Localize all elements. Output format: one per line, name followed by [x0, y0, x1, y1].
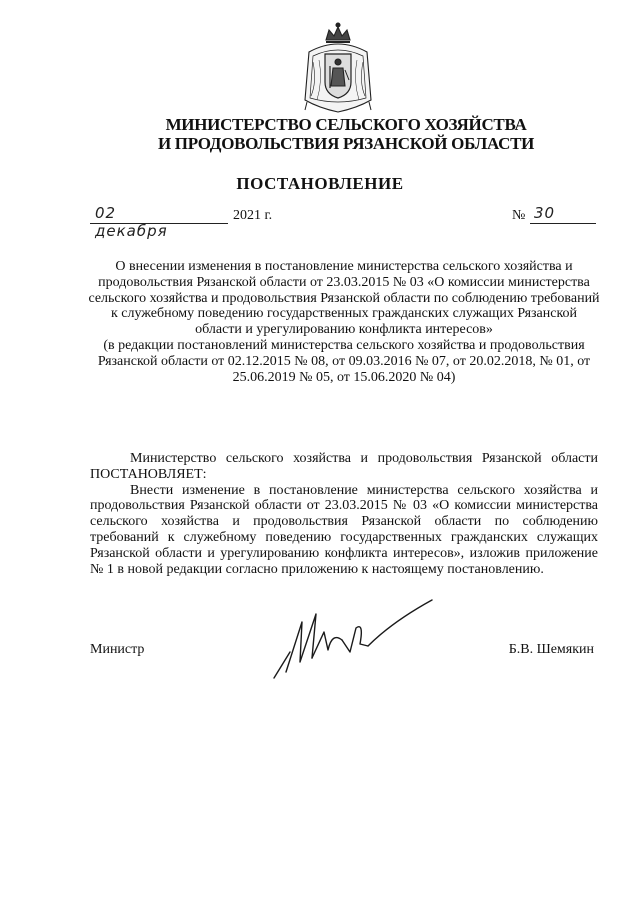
- ministry-name-line2: И ПРОДОВОЛЬСТВИЯ РЯЗАНСКОЙ ОБЛАСТИ: [157, 134, 535, 153]
- signer-title: Министр: [90, 642, 145, 657]
- handwritten-date: 02 декабря: [95, 204, 168, 240]
- document-type-heading: ПОСТАНОВЛЕНИЕ: [236, 174, 404, 193]
- subject-title: О внесении изменения в постановление министерства сельского хозяйства и продовольствия Рязанской области от 23.03.2015 № 03 «О комиссии министерства сельского хозяйства и продовольствия Рязанской области по соблюдению требований к служебному поведению государственных гражданских служащих Рязанской области и урегулированию конфликта интересов»: [88, 259, 600, 338]
- document-subject: [88, 259, 600, 385]
- number-underline: [530, 223, 596, 224]
- number-sign: №: [512, 208, 526, 223]
- date-year: 2021 г.: [233, 208, 273, 223]
- handwritten-number: 30: [534, 204, 556, 222]
- body-paragraph-2: Внести изменение в постановление министерства сельского хозяйства и продовольствия Рязанской области от 23.03.2015 № 03 «О комиссии министерства сельского хозяйства и продовольствия Рязанской области по соблюдению требований к служебному поведению государственных гражданских служащих Рязанской области и урегулированию конфликта интересов», изложив приложение № 1 в новой редакции согласно приложению к настоящему постановлению.: [90, 482, 598, 577]
- subject-editions: (в редакции постановлений министерства сельского хозяйства и продовольствия Рязанской области от 02.12.2015 № 08, от 09.03.2016 № 07, от 20.02.2018, № 01, от 25.06.2019 № 05, от 15.06.2020 № 04): [97, 337, 591, 385]
- body-paragraph-1: Министерство сельского хозяйства и продовольствия Рязанской области ПОСТАНОВЛЯЕТ:: [90, 451, 598, 482]
- coat-of-arms-icon: [299, 22, 377, 114]
- handwritten-signature-icon: [272, 592, 442, 682]
- date-underline: [90, 223, 228, 224]
- document-body: [90, 451, 598, 577]
- signer-name: Б.В. Шемякин: [508, 642, 594, 657]
- ministry-name-line1: МИНИСТЕРСТВО СЕЛЬСКОГО ХОЗЯЙСТВА: [165, 115, 527, 134]
